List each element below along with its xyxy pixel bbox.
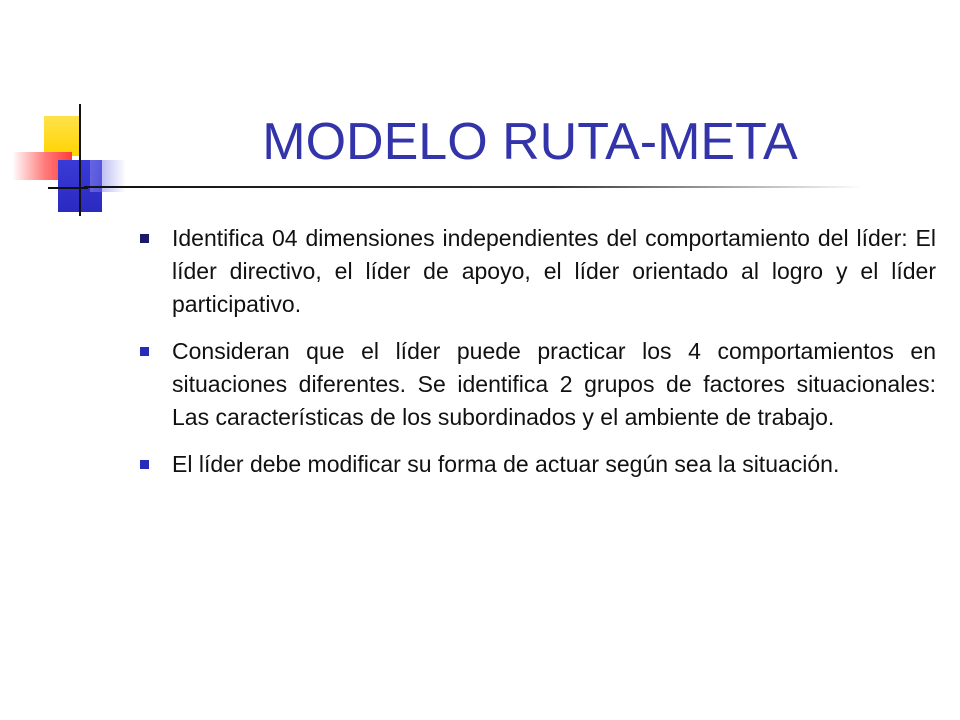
yellow-square-decoration bbox=[44, 116, 80, 156]
bullet-text: Consideran que el líder puede practicar los 4 comportamientos en situaciones diferentes. Se identifica 2 grupos de factores situacionales: Las características de los subordinados y el ambiente de trabajo. bbox=[172, 338, 936, 430]
bullet-item bbox=[136, 335, 936, 434]
horizontal-tick-decoration bbox=[48, 187, 88, 189]
square-bullet-icon bbox=[140, 460, 149, 469]
corner-decoration bbox=[0, 0, 140, 230]
title-underline bbox=[84, 186, 864, 188]
slide-title: MODELO RUTA-META bbox=[262, 113, 798, 171]
bullet-text: Identifica 04 dimensiones independientes del comportamiento del líder: El líder directivo, el líder de apoyo, el líder orientado al logro y el líder participativo. bbox=[172, 225, 936, 317]
vertical-rule-decoration bbox=[79, 104, 81, 216]
square-bullet-icon bbox=[140, 347, 149, 356]
bullet-text: El líder debe modificar su forma de actuar según sea la situación. bbox=[172, 451, 840, 477]
bullet-item bbox=[136, 448, 936, 481]
square-bullet-icon bbox=[140, 234, 149, 243]
bullet-item bbox=[136, 222, 936, 321]
bullet-list bbox=[136, 222, 936, 495]
